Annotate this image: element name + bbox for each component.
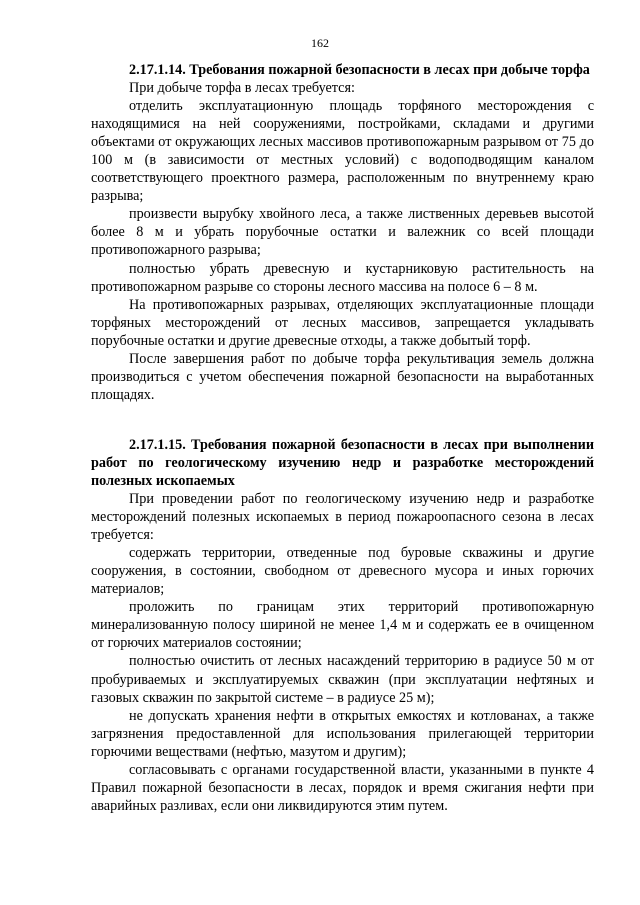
paragraph: не допускать хранения нефти в открытых емкостях и котлованах, а также загрязнения предоставленной для использования прилегающей территории горючими веществами (нефтью, мазутом и другим); [91,707,594,760]
page-number: 162 [311,36,329,50]
paragraph: На противопожарных разрывах, отделяющих эксплуатационные площади торфяных месторождений от лесных массивов, запрещается укладывать порубочные остатки и другие древесные отходы, а также добытый торф. [91,296,594,349]
paragraph: полностью очистить от лесных насаждений территорию в радиусе 50 м от пробуриваемых и эксплуатируемых скважин (при эксплуатации нефтяных и газовых скважин по закрытой системе – в радиусе 25 м); [91,653,594,706]
paragraph: полностью убрать древесную и кустарниковую растительность на противопожарном разрыве со стороны лесного массива на полосе 6 – 8 м. [91,260,594,295]
page-content [91,61,594,815]
paragraph: При проведении работ по геологическому изучению недр и разработке месторождений полезных ископаемых в период пожароопасного сезона в лесах требуется: [91,491,594,544]
paragraph: произвести вырубку хвойного леса, а также лиственных деревьев высотой более 8 м и убрать порубочные остатки и валежник со всей площади противопожарного разрыва; [91,206,594,259]
paragraph: содержать территории, отведенные под буровые скважины и другие сооружения, в состоянии, свободном от древесного мусора и иных горючих материалов; [91,545,594,598]
paragraph: После завершения работ по добыче торфа рекультивация земель должна производиться с учетом обеспечения пожарной безопасности на выработанных площадях. [91,350,594,403]
section-heading-peat: 2.17.1.14. Требования пожарной безопасности в лесах при добыче торфа [129,62,590,78]
paragraph: При добыче торфа в лесах требуется: [129,80,355,97]
paragraph: проложить по границам этих территорий противопожарную минерализованную полосу шириной не менее 1,4 м и содержать ее в очищенном от горючих материалов состоянии; [91,599,594,652]
section-heading-geology: 2.17.1.15. Требования пожарной безопасности в лесах при выполнении работ по геологическому изучению недр и разработке месторождений полезных ископаемых [91,436,594,489]
paragraph: согласовывать с органами государственной власти, указанными в пункте 4 Правил пожарной безопасности в лесах, порядок и время сжигания нефти при аварийных разливах, если они ликвидируются этим путем. [91,761,594,814]
paragraph: отделить эксплуатационную площадь торфяного месторождения с находящимися на ней сооружениями, постройками, складами и другими объектами от окружающих лесных массивов противопожарным разрывом от 75 до 100 м (в зависимости от местных условий) с водоподводящим каналом соответствующего проектного размера, расположенным по внутреннему краю разрыва; [91,98,594,205]
section-spacer [91,404,594,436]
